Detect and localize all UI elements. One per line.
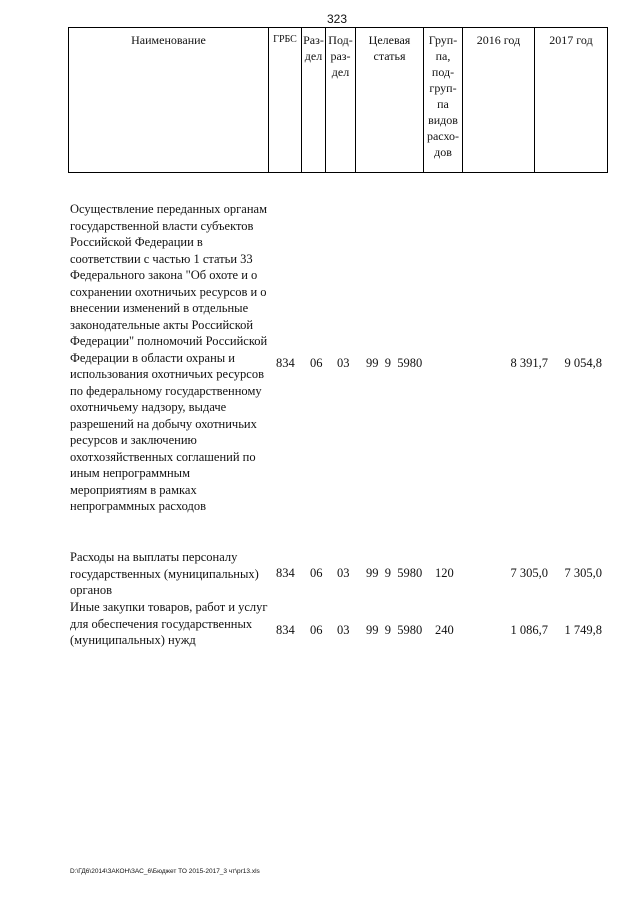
row-podrazdel: 03 xyxy=(337,566,350,580)
header-podrazdel: Под- раз- дел xyxy=(326,28,356,172)
header-year-2017: 2017 год xyxy=(549,33,593,47)
row-razdel: 06 xyxy=(310,356,323,370)
row-celevaya-statya: 99 9 5980 xyxy=(366,623,423,637)
row-amount-2016: 7 305,0 xyxy=(510,566,548,580)
header-grbs: ГРБС xyxy=(269,28,302,172)
row-name: Иные закупки товаров, работ и услуг для обеспечения государственных (муниципальных) нужд xyxy=(70,600,268,647)
table-header xyxy=(68,27,608,173)
row-amount-2017: 7 305,0 xyxy=(564,566,602,580)
row-celevaya-statya: 99 9 5980 xyxy=(366,356,423,370)
row-amount-2016: 1 086,7 xyxy=(510,623,548,637)
row-vid-rashodov: 120 xyxy=(435,566,454,580)
row-razdel: 06 xyxy=(310,566,323,580)
header-razdel: Раз- дел xyxy=(302,28,326,172)
row-celevaya-statya: 99 9 5980 xyxy=(366,566,423,580)
row-podrazdel: 03 xyxy=(337,356,350,370)
row-amount-2017: 9 054,8 xyxy=(564,356,602,370)
row-amount-2016: 8 391,7 xyxy=(510,356,548,370)
row-name: Расходы на выплаты персоналу государственных (муниципальных) органов xyxy=(70,550,259,597)
header-year-2016: 2016 год xyxy=(463,28,535,172)
header-name: Наименование xyxy=(69,28,269,172)
row-name: Осуществление переданных органам государственной власти субъектов Российской Федерации в соответствии с частью 1 статьи 33 Федерального закона "Об охоте и о сохранении охотничьих ресурсов и о внесении изменений в отдельные законодательные акты Российской Федерации" полномочий Российской Федерации в области охраны и использования охотничьих ресурсов по федеральному государственному охотничьему надзору, выдаче разрешений на добычу охотничьих ресурсов и заключению охотхозяйственных соглашений по иным непрограммным мероприятиям в рамках непрограммных расходов xyxy=(70,202,268,513)
row-grbs: 834 xyxy=(276,566,295,580)
row-razdel: 06 xyxy=(310,623,323,637)
page-number: 323 xyxy=(326,12,348,26)
header-vid-rashodov: Груп- па, под- груп- па видов расхо- дов xyxy=(424,28,463,172)
row-grbs: 834 xyxy=(276,623,295,637)
row-grbs: 834 xyxy=(276,356,295,370)
row-vid-rashodov: 240 xyxy=(435,623,454,637)
row-amount-2017: 1 749,8 xyxy=(564,623,602,637)
file-path-footer: D:\ГД6\2014\ЗАКОН\ЗАС_6\Бюджет ТО 2015-2017_3 чт\pr13.xls xyxy=(70,868,260,875)
row-podrazdel: 03 xyxy=(337,623,350,637)
header-celevaya-statya: Целевая статья xyxy=(356,28,424,172)
